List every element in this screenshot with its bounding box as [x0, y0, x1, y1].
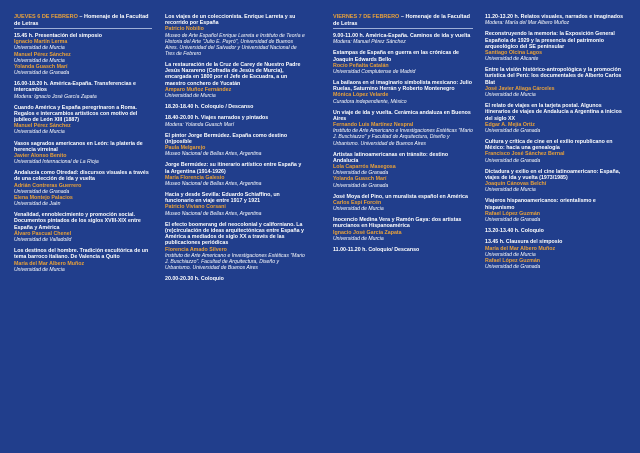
- item-title: Cuando América y España peregrinaron a Roma. Regalos e intercambios artísticos con motivo del jubileo de León XIII (1887): [14, 104, 138, 123]
- speaker-name: María del Mar Albero Muñoz: [14, 260, 85, 267]
- speaker-affiliation: Curadora independiente, México: [333, 98, 407, 105]
- speaker-affiliation: Universidad de Jaén: [14, 201, 61, 208]
- break-title: 18.20-18.40 h. Coloquio / Descanso: [165, 104, 254, 111]
- speaker-name: Rocío Peñalta Catalán: [333, 62, 389, 69]
- speaker-name: Manuel Pérez Sánchez: [14, 51, 71, 58]
- column-thursday-2: [165, 14, 305, 444]
- break-item: [165, 276, 305, 282]
- speaker-name: Fernando Luis Martínez Nespral: [333, 122, 414, 129]
- speaker-name: Paula Melgarejo: [165, 145, 206, 151]
- item-title: Los destinos del hombre. Tradición escultórica de un tema barroco italiano. De Valencia a Quito: [14, 248, 149, 261]
- column-friday-2: [485, 14, 625, 444]
- program-item: [14, 212, 152, 243]
- speaker-affiliation: Museo Nacional de Bellas Artes, Argentina: [165, 180, 262, 187]
- item-title: Un viaje de ida y vuelta. Cerámica andaluza en Buenos Aires: [333, 109, 471, 122]
- speaker-affiliation: Universidad de Murcia: [485, 92, 536, 99]
- item-title: Hacia y desde Sevilla: Eduardo Schiaffino, un funcionario en viaje entre 1917 y 1921: [165, 192, 280, 205]
- item-title: José Moya del Pino, un muralista español en América: [333, 193, 468, 200]
- day-date: VIERNES 7 DE FEBRERO: [333, 14, 400, 20]
- speaker-name: Manuel Pérez Sánchez: [14, 123, 71, 130]
- speaker-name: Lola Caparrós Masegosa: [333, 164, 396, 170]
- program-item: [485, 169, 625, 194]
- session-block: [165, 115, 305, 127]
- session-title: 16.00-18.20 h. América-España. Transferencias e intercambios: [14, 81, 136, 94]
- program-item: [14, 141, 152, 166]
- speaker-name: Edgar A. Mejía Ortiz: [485, 121, 535, 128]
- divider: [333, 28, 473, 29]
- program-item: [165, 62, 305, 99]
- speaker-name: Amparo Muñoz Fernández: [165, 86, 232, 93]
- day-title: – Homenaje de la Facultad de Letras: [14, 14, 149, 27]
- speaker-name: Ignacio Martín Lerma: [14, 39, 68, 46]
- session-moderator: Modera: Manuel Pérez Sánchez: [333, 39, 406, 46]
- program-item: [165, 14, 305, 57]
- speaker-name: Florencia Amado Silvero: [165, 246, 227, 253]
- speaker-affiliation: Universidad de Alicante: [485, 56, 539, 63]
- program-item: [165, 192, 305, 217]
- speaker-affiliation: Universidad de Granada: [14, 70, 70, 76]
- speaker-affiliation: Museo Nacional de Bellas Artes, Argentina: [165, 210, 262, 217]
- speaker-name: Elena Montejo Palacios: [14, 194, 73, 201]
- item-title: Vasos sagrados americanos en León: la platería de herencia virreinal: [14, 140, 143, 153]
- speaker-affiliation: Universidad de Murcia: [485, 251, 536, 258]
- item-title: Andalucía como Otredad: discursos visuales a través de una colección de ida y vuelta: [14, 170, 149, 183]
- session-title: 11.20-13.20 h. Relatos visuales, narrados e imaginados: [485, 14, 624, 20]
- speaker-affiliation: Universidad Internacional de La Rioja: [14, 159, 99, 166]
- speaker-affiliation: Universidad de Granada: [333, 182, 389, 189]
- break-title: 20.00-20.30 h. Coloquio: [165, 276, 224, 282]
- item-title: La restauración de la Cruz de Carey de Nuestro Padre Jesús Nazareno (Cofradía de Jesús de Murcia), encargada en 1800 por el Jefe de Escuadra, a un maestro conchero de Yucatán: [165, 61, 301, 87]
- speaker-name: Mónica López Velarde: [333, 92, 389, 99]
- speaker-affiliation: Universidad de Granada: [485, 217, 541, 224]
- program-item: [14, 248, 152, 273]
- session-title: 18.40-20.00 h. Viajes narrados y pintados: [165, 115, 269, 122]
- program-item: [333, 152, 473, 189]
- program-item: [333, 217, 473, 242]
- item-title: Dictadura y exilio en el cine latinoamericano: España, viajes de ida y vuelta (1973/1985): [485, 168, 621, 181]
- program-item: [485, 198, 625, 223]
- item-title: Jorge Bermúdez: su itinerario artístico entre España y la Argentina (1914-1926): [165, 162, 302, 175]
- speaker-affiliation: Universidad de Murcia: [14, 129, 65, 136]
- speaker-affiliation: Universidad de Granada: [485, 127, 541, 134]
- speaker-affiliation: Instituto de Arte Americano e Investigaciones Estéticas "Mario J. Buschiazzo" y Facultad de Arquitectura, Diseño y Urbanismo. Universidad de Buenos Aires: [333, 128, 473, 147]
- program-item: [333, 80, 473, 105]
- program-item: [165, 162, 305, 187]
- speaker-name: Patricio Nobilio: [165, 26, 204, 33]
- item-title: Los viajes de un coleccionista. Enrique Larreta y su recorrido por España: [165, 14, 296, 27]
- program-item: [14, 170, 152, 207]
- speaker-affiliation: Universidad de Granada: [485, 157, 541, 164]
- item-title: Venalidad, ennoblecimiento y promoción social. Documentos pintados de los siglos XVIII-XIX entre España y América: [14, 212, 141, 231]
- speaker-name: Joaquín Cánovas Belchí: [485, 181, 547, 188]
- speaker-affiliation: Universidad de Murcia: [333, 235, 384, 242]
- session-block: [14, 81, 152, 100]
- program-item: [485, 67, 625, 98]
- item-title: Reconstruyendo la memoria: la Exposición General Española de 1929 y la presencia del patrimonio arqueológico del SE peninsular: [485, 31, 615, 50]
- day-date: JUEVES 6 DE FEBRERO: [14, 14, 78, 20]
- speaker-name: Francisco José Sánchez Bernal: [485, 151, 565, 158]
- column-thursday-1: [14, 14, 152, 444]
- session-title: 9.00-11.00 h. América-España. Caminos de ida y vuelta: [333, 33, 471, 39]
- program-item: [333, 110, 473, 147]
- speaker-name: Yolanda Guasch Marí: [333, 176, 387, 183]
- break-item: [333, 247, 473, 253]
- speaker-name: Carlos Espí Forcén: [333, 199, 382, 206]
- speaker-name: Santiago Olcina Lagos: [485, 49, 543, 56]
- speaker-affiliation: Universidad de Murcia: [14, 45, 65, 52]
- speaker-name: Adrián Contreras Guerrero: [14, 182, 82, 189]
- day-title: – Homenaje de la Facultad de Letras: [333, 14, 470, 27]
- item-title: La bailaora en el imaginario simbolista mexicano: Julio Ruelas, Saturnino Herrán y Roberto Montenegro: [333, 80, 472, 93]
- item-title: El relato de viajes en la tarjeta postal. Algunos itinerarios de viajes de Andalucía a Argentina a inicios del siglo XX: [485, 103, 622, 122]
- speaker-affiliation: Universidad de Murcia: [165, 93, 216, 99]
- item-title: Artistas latinoamericanas en tránsito: destino Andalucía: [333, 151, 449, 164]
- program-item: [485, 139, 625, 164]
- program-item: [333, 194, 473, 213]
- speaker-name: José Javier Aliaga Cárceles: [485, 85, 555, 92]
- speaker-name: Ignacio José García Zapata: [333, 229, 402, 236]
- session-moderator: Modera: Yolanda Guasch Marí: [165, 121, 234, 128]
- speaker-affiliation: Universidad de Murcia: [485, 187, 536, 194]
- item-title: El pintor Jorge Bermúdez. España como destino (in)posible: [165, 132, 288, 145]
- session-block: [485, 14, 625, 26]
- speaker-affiliation: Universidad de Murcia: [333, 206, 384, 212]
- speaker-affiliation: Instituto de Arte Americano e Investigaciones Estéticas "Mario J. Buschiazzo". Facultad de Arquitectura, Diseño y Urbanismo. Universidad de Buenos Aires: [165, 252, 305, 271]
- day-heading: [14, 14, 152, 27]
- break-title: 13.20-13.40 h. Coloquio: [485, 228, 544, 235]
- divider: [14, 28, 152, 29]
- item-title: Estampas de España en guerra en las crónicas de Joaquín Edwards Bello: [333, 50, 460, 63]
- speaker-name: María Florencia Galesio: [165, 174, 225, 181]
- break-item: [485, 228, 625, 234]
- program-item: [333, 50, 473, 75]
- speaker-name: Rafael López Guzmán: [485, 210, 541, 217]
- program-item: [165, 133, 305, 158]
- break-title: 11.00-11.20 h. Coloquio/ Descanso: [333, 246, 420, 253]
- item-title: 15.45 h. Presentación del simposio: [14, 33, 103, 39]
- program-item: [485, 31, 625, 62]
- program-item: [165, 222, 305, 271]
- session-moderator: Modera: María del Mar Albero Muñoz: [485, 20, 570, 27]
- speaker-name: Patricio Viviano Corsani: [165, 204, 226, 211]
- column-friday-1: [333, 14, 473, 444]
- speaker-affiliation: Universidad de Murcia: [14, 266, 65, 273]
- item-title: Entre la visión histórico-antropológica y la promoción turística del Perú: los documentales de Alberto Carlos Blat: [485, 67, 622, 86]
- speaker-name: Rafael López Guzmán: [485, 257, 541, 264]
- speaker-affiliation: Universidad de Granada: [333, 170, 389, 177]
- speaker-affiliation: Universidad de Valladolid: [14, 237, 72, 244]
- item-title: Cultura y crítica de cine en el exilio republicano en México: hacia una genealogía: [485, 139, 613, 152]
- item-title: El efecto boomerang del neocolonial y californiano. La (re)circulación de ideas arquitectónicas entre España y América a mediados de siglo XX a través de las publicaciones periódicas: [165, 221, 304, 247]
- day-heading: [333, 14, 473, 27]
- speaker-affiliation: Universidad de Granada: [14, 188, 70, 195]
- break-item: [165, 104, 305, 110]
- speaker-affiliation: Museo Nacional de Bellas Artes, Argentina: [165, 151, 262, 158]
- speaker-name: Álvaro Pascual Chenel: [14, 230, 72, 237]
- speaker-affiliation: Museo de Arte Español Enrique Larreta e Instituto de Teoría e Historia del Arte "Julio E. Payró", Universidad de Buenos Aires. Universidad del Salvador y Universidad Nacional de Tres de Febrero: [165, 32, 305, 57]
- closing-block: [485, 239, 625, 270]
- program-item: [14, 105, 152, 136]
- item-title: Viajeros hispanoamericanos: orientalismo e hispanismo: [485, 198, 596, 211]
- speaker-affiliation: Universidad Complutense de Madrid: [333, 68, 416, 75]
- speaker-name: María del Mar Albero Muñoz: [485, 245, 556, 252]
- program-item: [14, 33, 152, 76]
- session-moderator: Modera: Ignacio José García Zapata: [14, 93, 97, 100]
- speaker-name: Yolanda Guasch Marí: [14, 63, 68, 70]
- speaker-name: Javier Alonso Benito: [14, 152, 67, 159]
- speaker-affiliation: Universidad de Murcia: [14, 57, 65, 64]
- closing-title: 13.45 h. Clausura del simposio: [485, 239, 563, 246]
- item-title: Inocencio Medina Vera y Ramón Gaya: dos artistas murcianos en Hispanoamérica: [333, 217, 462, 230]
- program-item: [485, 103, 625, 134]
- session-block: [333, 33, 473, 45]
- speaker-affiliation: Universidad de Granada: [485, 264, 541, 271]
